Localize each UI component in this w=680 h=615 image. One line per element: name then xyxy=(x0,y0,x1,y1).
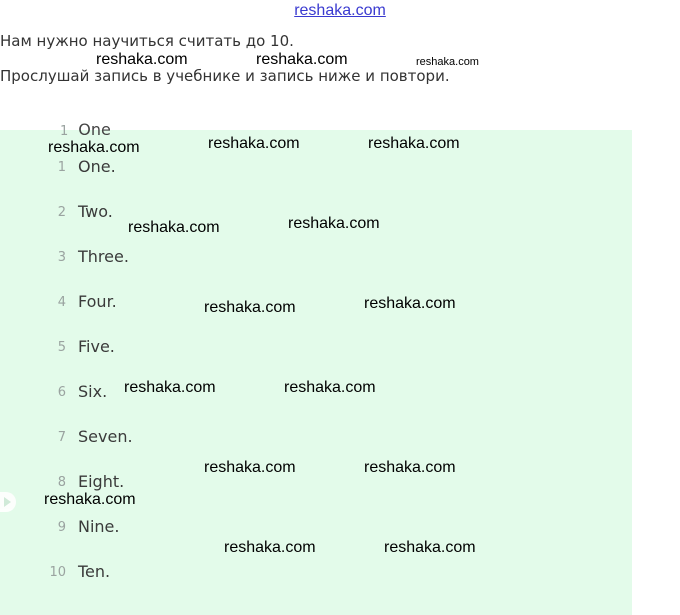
watermark: reshaka.com xyxy=(124,379,216,396)
list-item-word: One. xyxy=(78,157,116,176)
list-item-number: 8 xyxy=(57,475,66,490)
list-item-number: 4 xyxy=(57,295,66,310)
watermark: reshaka.com xyxy=(384,539,476,556)
watermark: reshaka.com xyxy=(96,51,188,68)
partially-hidden-list-item xyxy=(60,120,111,139)
list-item-word: Nine. xyxy=(78,517,120,536)
watermark: reshaka.com xyxy=(364,459,456,476)
watermark: reshaka.com xyxy=(256,51,348,68)
watermark: reshaka.com xyxy=(224,539,316,556)
list-item-number: 5 xyxy=(57,340,66,355)
list-item-number: 1 xyxy=(60,124,69,139)
list-item-word: Ten. xyxy=(78,562,111,581)
list-item-word: Two. xyxy=(78,202,113,221)
watermark: reshaka.com xyxy=(48,139,140,156)
list-item-number: 10 xyxy=(49,565,66,580)
intro-text-line-2: Прослушай запись в учебнике и запись ниже и повтори. xyxy=(0,67,450,85)
list-item-number: 7 xyxy=(57,430,66,445)
watermark: reshaka.com xyxy=(128,219,220,236)
watermark: reshaka.com xyxy=(416,56,479,68)
list-item-number: 9 xyxy=(57,520,66,535)
list-item-number: 2 xyxy=(57,205,66,220)
watermark: reshaka.com xyxy=(208,135,300,152)
list-item-word: One xyxy=(78,120,111,139)
list-item-word: Six. xyxy=(78,382,108,401)
watermark: reshaka.com xyxy=(284,379,376,396)
intro-text-line-1: Нам нужно научиться считать до 10. xyxy=(0,32,294,50)
play-icon[interactable] xyxy=(0,492,16,512)
list-item-word: Five. xyxy=(78,337,115,356)
list-item-word: Four. xyxy=(78,292,117,311)
watermark: reshaka.com xyxy=(204,299,296,316)
list-item-word: Three. xyxy=(78,247,129,266)
list-item-number: 6 xyxy=(57,385,66,400)
list-item-word: Seven. xyxy=(78,427,133,446)
watermark: reshaka.com xyxy=(204,459,296,476)
site-header-link[interactable]: reshaka.com xyxy=(294,2,386,19)
watermark: reshaka.com xyxy=(44,491,136,508)
list-item-word: Eight. xyxy=(78,472,125,491)
list-item-number: 3 xyxy=(57,250,66,265)
watermark: reshaka.com xyxy=(364,295,456,312)
watermark: reshaka.com xyxy=(288,215,380,232)
watermark: reshaka.com xyxy=(368,135,460,152)
list-item-number: 1 xyxy=(57,160,66,175)
